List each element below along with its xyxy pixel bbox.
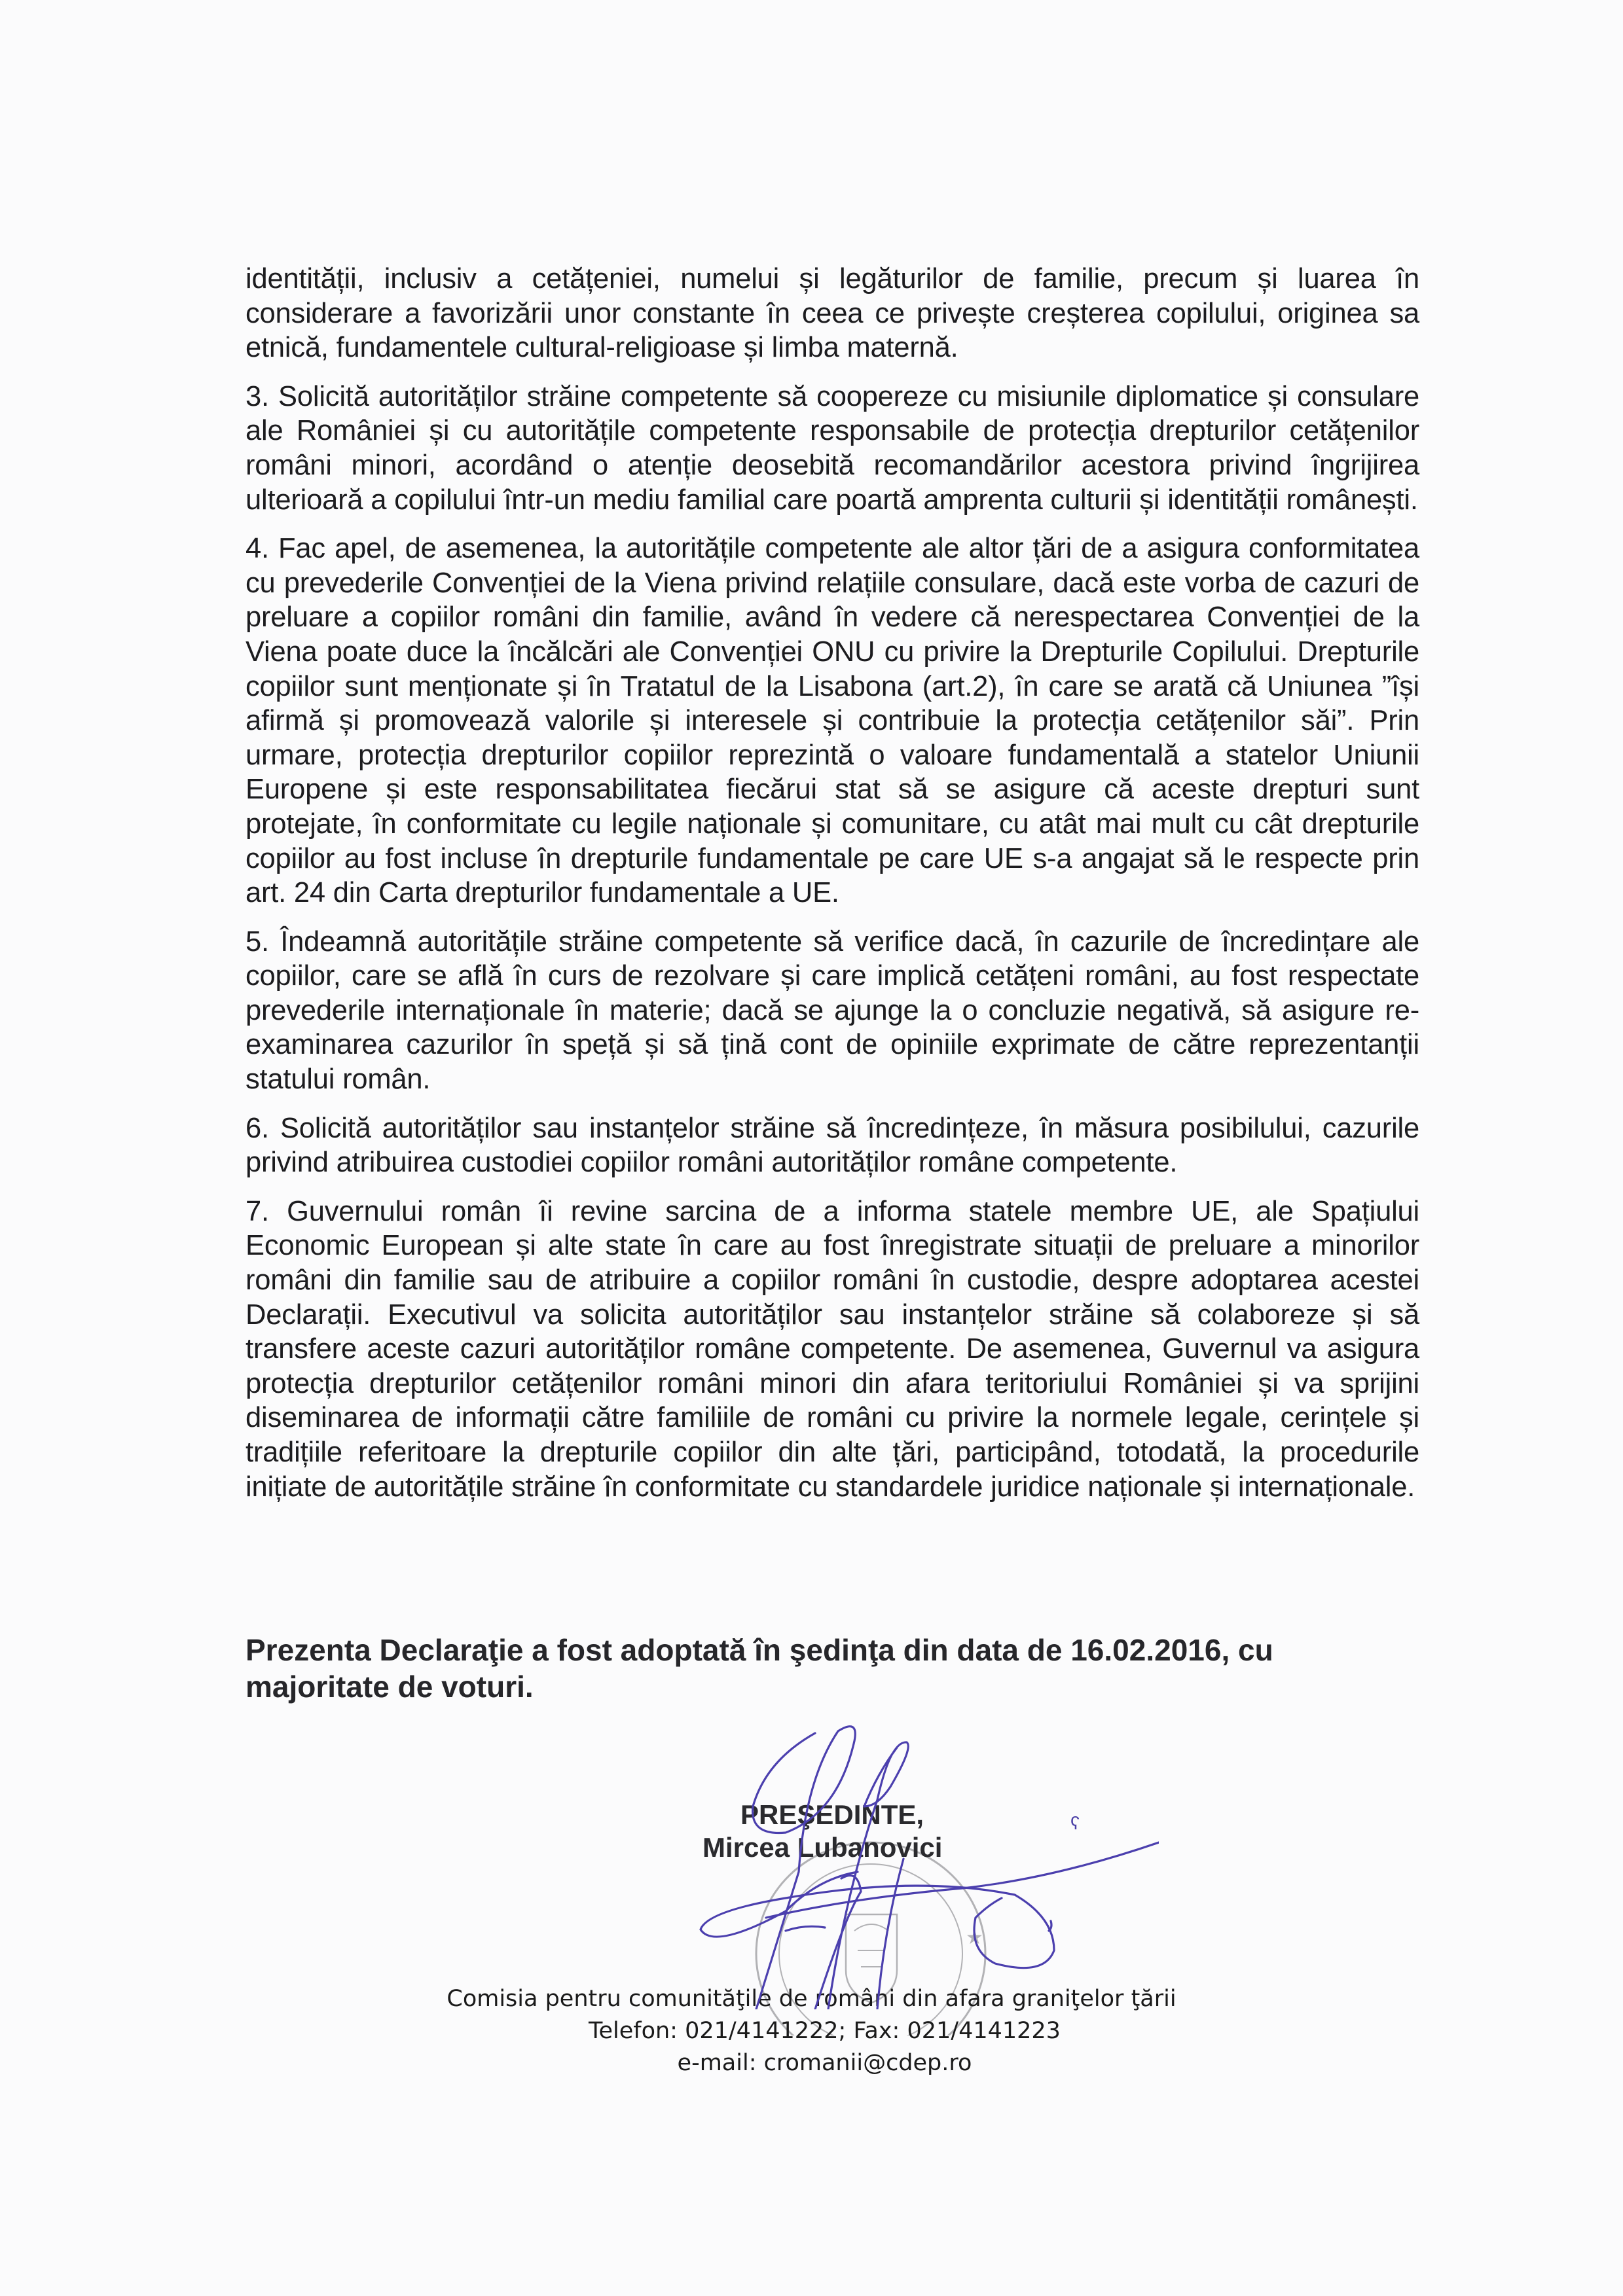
footer-committee-name: Comisia pentru comunităţile de români din afara graniţelor ţării	[447, 1986, 1176, 2012]
paragraph-3: 3. Solicită autorităților străine competente să coopereze cu misiunile diplomatice și consulare ale României și cu autoritățile competente responsabile de protecția drepturilor cetățenilor români minori, acordând o atenție deosebită recomandărilor acestora privind îngrijirea ulterioară a copilului într-un mediu familial care poartă amprenta culturii și identității românești.	[246, 380, 1419, 516]
paragraph-continuation: identității, inclusiv a cetățeniei, numelui și legăturilor de familie, precum și luarea în considerare a favorizării unor constante în ceea ce privește creșterea copilului, originea sa etnică, fundamentele cultural-religioase și limba maternă.	[246, 263, 1419, 364]
stamp-star-icon: ★	[966, 1927, 983, 1948]
ink-mark-icon: ʕ	[1070, 1813, 1080, 1833]
signatory-title: PREŞEDINTE,	[740, 1799, 924, 1830]
paragraph-4: 4. Fac apel, de asemenea, la autoritățile competente ale altor țări de a asigura conformitatea cu prevederile Convenției de la Viena privind relațiile consulare, dacă este vorba de cazuri de preluare a copiilor români din familie, având în vedere că nerespectarea Convenției de la Viena poate duce la încălcări ale Convenției ONU cu privire la Drepturile Copilului. Drepturile copiilor sunt menționate și în Tratatul de la Lisabona (art.2), în care se arată că Uniunea ”își afirmă și promovează valorile și interesele și contribuie la protecția cetățenilor săi”. Prin urmare, protecția drepturilor copiilor reprezintă o valoare fundamentală a statelor Uniunii Europene și este responsabilitatea fiecărui stat să se asigure că aceste drepturi sunt protejate, în conformitate cu legile naționale și comunitare, cu atât mai mult cu cât drepturile copiilor au fost incluse în drepturile fundamentale pe care UE s-a angajat să le respecte prin art. 24 din Carta drepturilor fundamentale a UE.	[246, 533, 1419, 909]
signatory-name: Mircea Lubanovici	[702, 1832, 943, 1863]
paragraph-7: 7. Guvernului român îi revine sarcina de a informa statele membre UE, ale Spațiului Economic European și alte state în care au fost înregistrate situații de preluare a minorilor români din familie sau de atribuire a copiilor români în custodie, despre adoptarea acestei Declarații. Executivul va solicita autorităților sau instanțelor străine să colaboreze și să transfere aceste cazuri autorităților române competente. De asemenea, Guvernul va asigura protecția drepturilor cetățenilor români minori din afara teritoriului României și va sprijini diseminarea de informații către familiile de români cu privire la normele legale, cerințele și tradițiile referitoare la drepturile copiilor din alte țări, participând, totodată, la procedurile inițiate de autoritățile străine în conformitate cu standardele juridice naționale și internaționale.	[246, 1195, 1419, 1503]
footer-phone-fax: Telefon: 021/4141222; Fax: 021/4141223	[589, 2018, 1061, 2044]
declaration-body	[246, 262, 1419, 1518]
footer-email[interactable]: e-mail: cromanii@cdep.ro	[677, 2050, 972, 2076]
paragraph-5: 5. Îndeamnă autoritățile străine competente să verifice dacă, în cazurile de încredințare ale copiilor, care se află în curs de rezolvare și care implică cetățeni români, au fost respectate prevederile internaționale în materie; dacă se ajunge la o concluzie negativă, să asigure re-examinarea cazurilor în speță și să țină cont de opiniile exprimate de către reprezentanții statului român.	[246, 925, 1419, 1096]
paragraph-6: 6. Solicită autorităților sau instanțelor străine să încredințeze, în măsura posibilului, cazurile privind atribuirea custodiei copiilor români autorităților române competente.	[246, 1112, 1419, 1179]
adoption-statement: Prezenta Declaraţie a fost adoptată în şedinţa din data de 16.02.2016, cu majoritate de voturi.	[246, 1633, 1273, 1704]
committee-footer	[0, 1983, 1623, 2079]
signature-block	[702, 1799, 942, 1864]
